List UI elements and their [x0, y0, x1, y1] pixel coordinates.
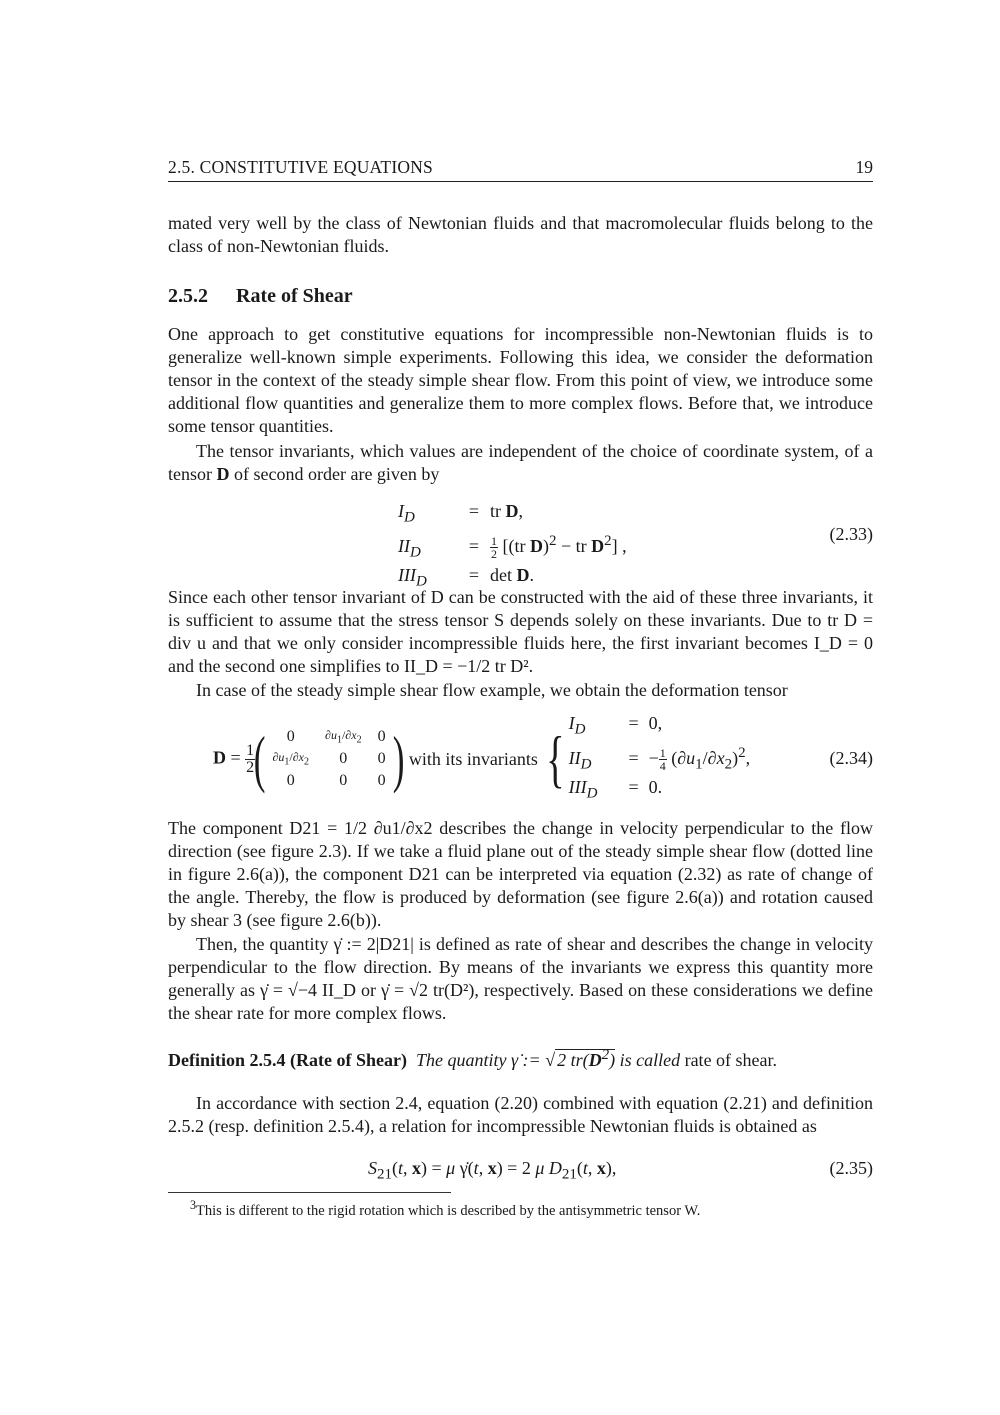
paragraph-4: [168, 679, 873, 702]
paragraph-2: [168, 440, 873, 486]
paragraph-7: [168, 1092, 873, 1138]
paragraph-1: [168, 323, 873, 438]
section-number: 2.5.2: [168, 285, 208, 307]
paragraph-text: The tensor invariants, which values are independent of the choice of coordinate system, of a tensor D of second order are given by: [168, 441, 873, 484]
deformation-matrix: 0 $\partial u_1/\partial x_2$ 0 $\partial u_1/\partial x_2$ 0 0 0 0 0: [272, 728, 386, 789]
paragraph-text: In accordance with section 2.4, equation (2.20) combined with equation (2.21) and definition 2.5.2 (resp. definition 2.5.4), a relation for incompressible Newtonian fluids is obtained as: [168, 1093, 873, 1136]
page-number: 19: [855, 157, 873, 177]
paragraph-0: [168, 212, 873, 258]
header-section: 2.5. CONSTITUTIVE EQUATIONS: [168, 157, 433, 177]
definition-2-5-4: Definition 2.5.4 (Rate of Shear) The quantity γ̇ := √ 2 $tr(D^2)$ is called rate of shear.: [168, 1047, 778, 1070]
paragraph-text: Then, the quantity γ̇ := 2|D21| is defined as rate of shear and describes the change in velocity perpendicular to the flow direction. By means of the invariants we express this quantity more generally as γ̇ = √−4 II_D or γ̇ = √2 tr(D²), respectively. Based on these considerations we define the shear rate for more complex flows.: [168, 934, 873, 1023]
definition-label: Definition 2.5.4 (Rate of Shear): [168, 1050, 407, 1070]
section-heading: [168, 285, 353, 308]
equation-2-35: $S_{21}(t$, x) = μ γ̇(t, x) = 2 μ $D_{21}(t$, x),: [368, 1158, 617, 1183]
equation-number: (2.33): [829, 524, 873, 544]
paragraph-text: Since each other tensor invariant of D can be constructed with the aid of these three invariants, it is sufficient to assume that the stress tensor S depends solely on these invariants. Due to tr D = div u and that we only consider incompressible fluids here, the first invariant becomes I_D = 0 and the second one simplifies to II_D = −1/2 tr D².: [168, 587, 873, 676]
equation-2-34: D = $\frac{1}{2}$ ( 0 $\partial u_1/\partial x_2$ 0 $\partial u_1/\partial x_2$ 0 0 0 0 0 ) with its invariants { $I_D = 0$, $II_D$ = − $\frac{1}{4}$ $(\partial u_1/\partial x_2)^2$, $III_D = 0$.: [213, 713, 751, 802]
paragraph-5: [168, 817, 873, 932]
equation-2-33: $I_D$ = tr D, $II_D$ = $\frac{1}{2}$ [(tr D)$^2$ − tr $D^2$] , $III_D = \det D$.: [398, 501, 627, 590]
paragraph-text: The component D21 = 1/2 ∂u1/∂x2 describes the change in velocity perpendicular to the flow direction (see figure 2.3). If we take a fluid plane out of the steady simple shear flow (dotted line in figure 2.6(a)), the component D21 can be interpreted via equation (2.32) as rate of change of the angle. Thereby, the flow is produced by deformation (see figure 2.6(a)) and rotation caused by shear 3 (see figure 2.6(b)).: [168, 818, 873, 930]
paragraph-text: mated very well by the class of Newtonian fluids and that macromolecular fluids belong to the class of non-Newtonian fluids.: [168, 213, 873, 256]
paragraph-3: [168, 586, 873, 678]
equation-number: (2.34): [829, 748, 873, 768]
paragraph-6: [168, 933, 873, 1025]
running-header: [168, 157, 873, 182]
paragraph-text: In case of the steady simple shear flow example, we obtain the deformation tensor: [196, 680, 788, 700]
footnote-rule: [168, 1192, 451, 1193]
with-invariants-text: with its invariants: [408, 748, 538, 769]
equation-number: (2.35): [829, 1158, 873, 1178]
footnote-text: This is different to the rigid rotation which is described by the antisymmetric tensor W.: [196, 1202, 701, 1219]
section-title: Rate of Shear: [236, 285, 353, 307]
footnote: $^3$This is different to the rigid rotation which is described by the antisymmetric tensor W.: [190, 1198, 701, 1219]
paragraph-text: One approach to get constitutive equations for incompressible non-Newtonian fluids is to generalize well-known simple experiments. Following this idea, we consider the deformation tensor in the context of the steady simple shear flow. From this point of view, we introduce some additional flow quantities and generalize them to more complex flows. Before that, we introduce some tensor quantities.: [168, 324, 873, 436]
